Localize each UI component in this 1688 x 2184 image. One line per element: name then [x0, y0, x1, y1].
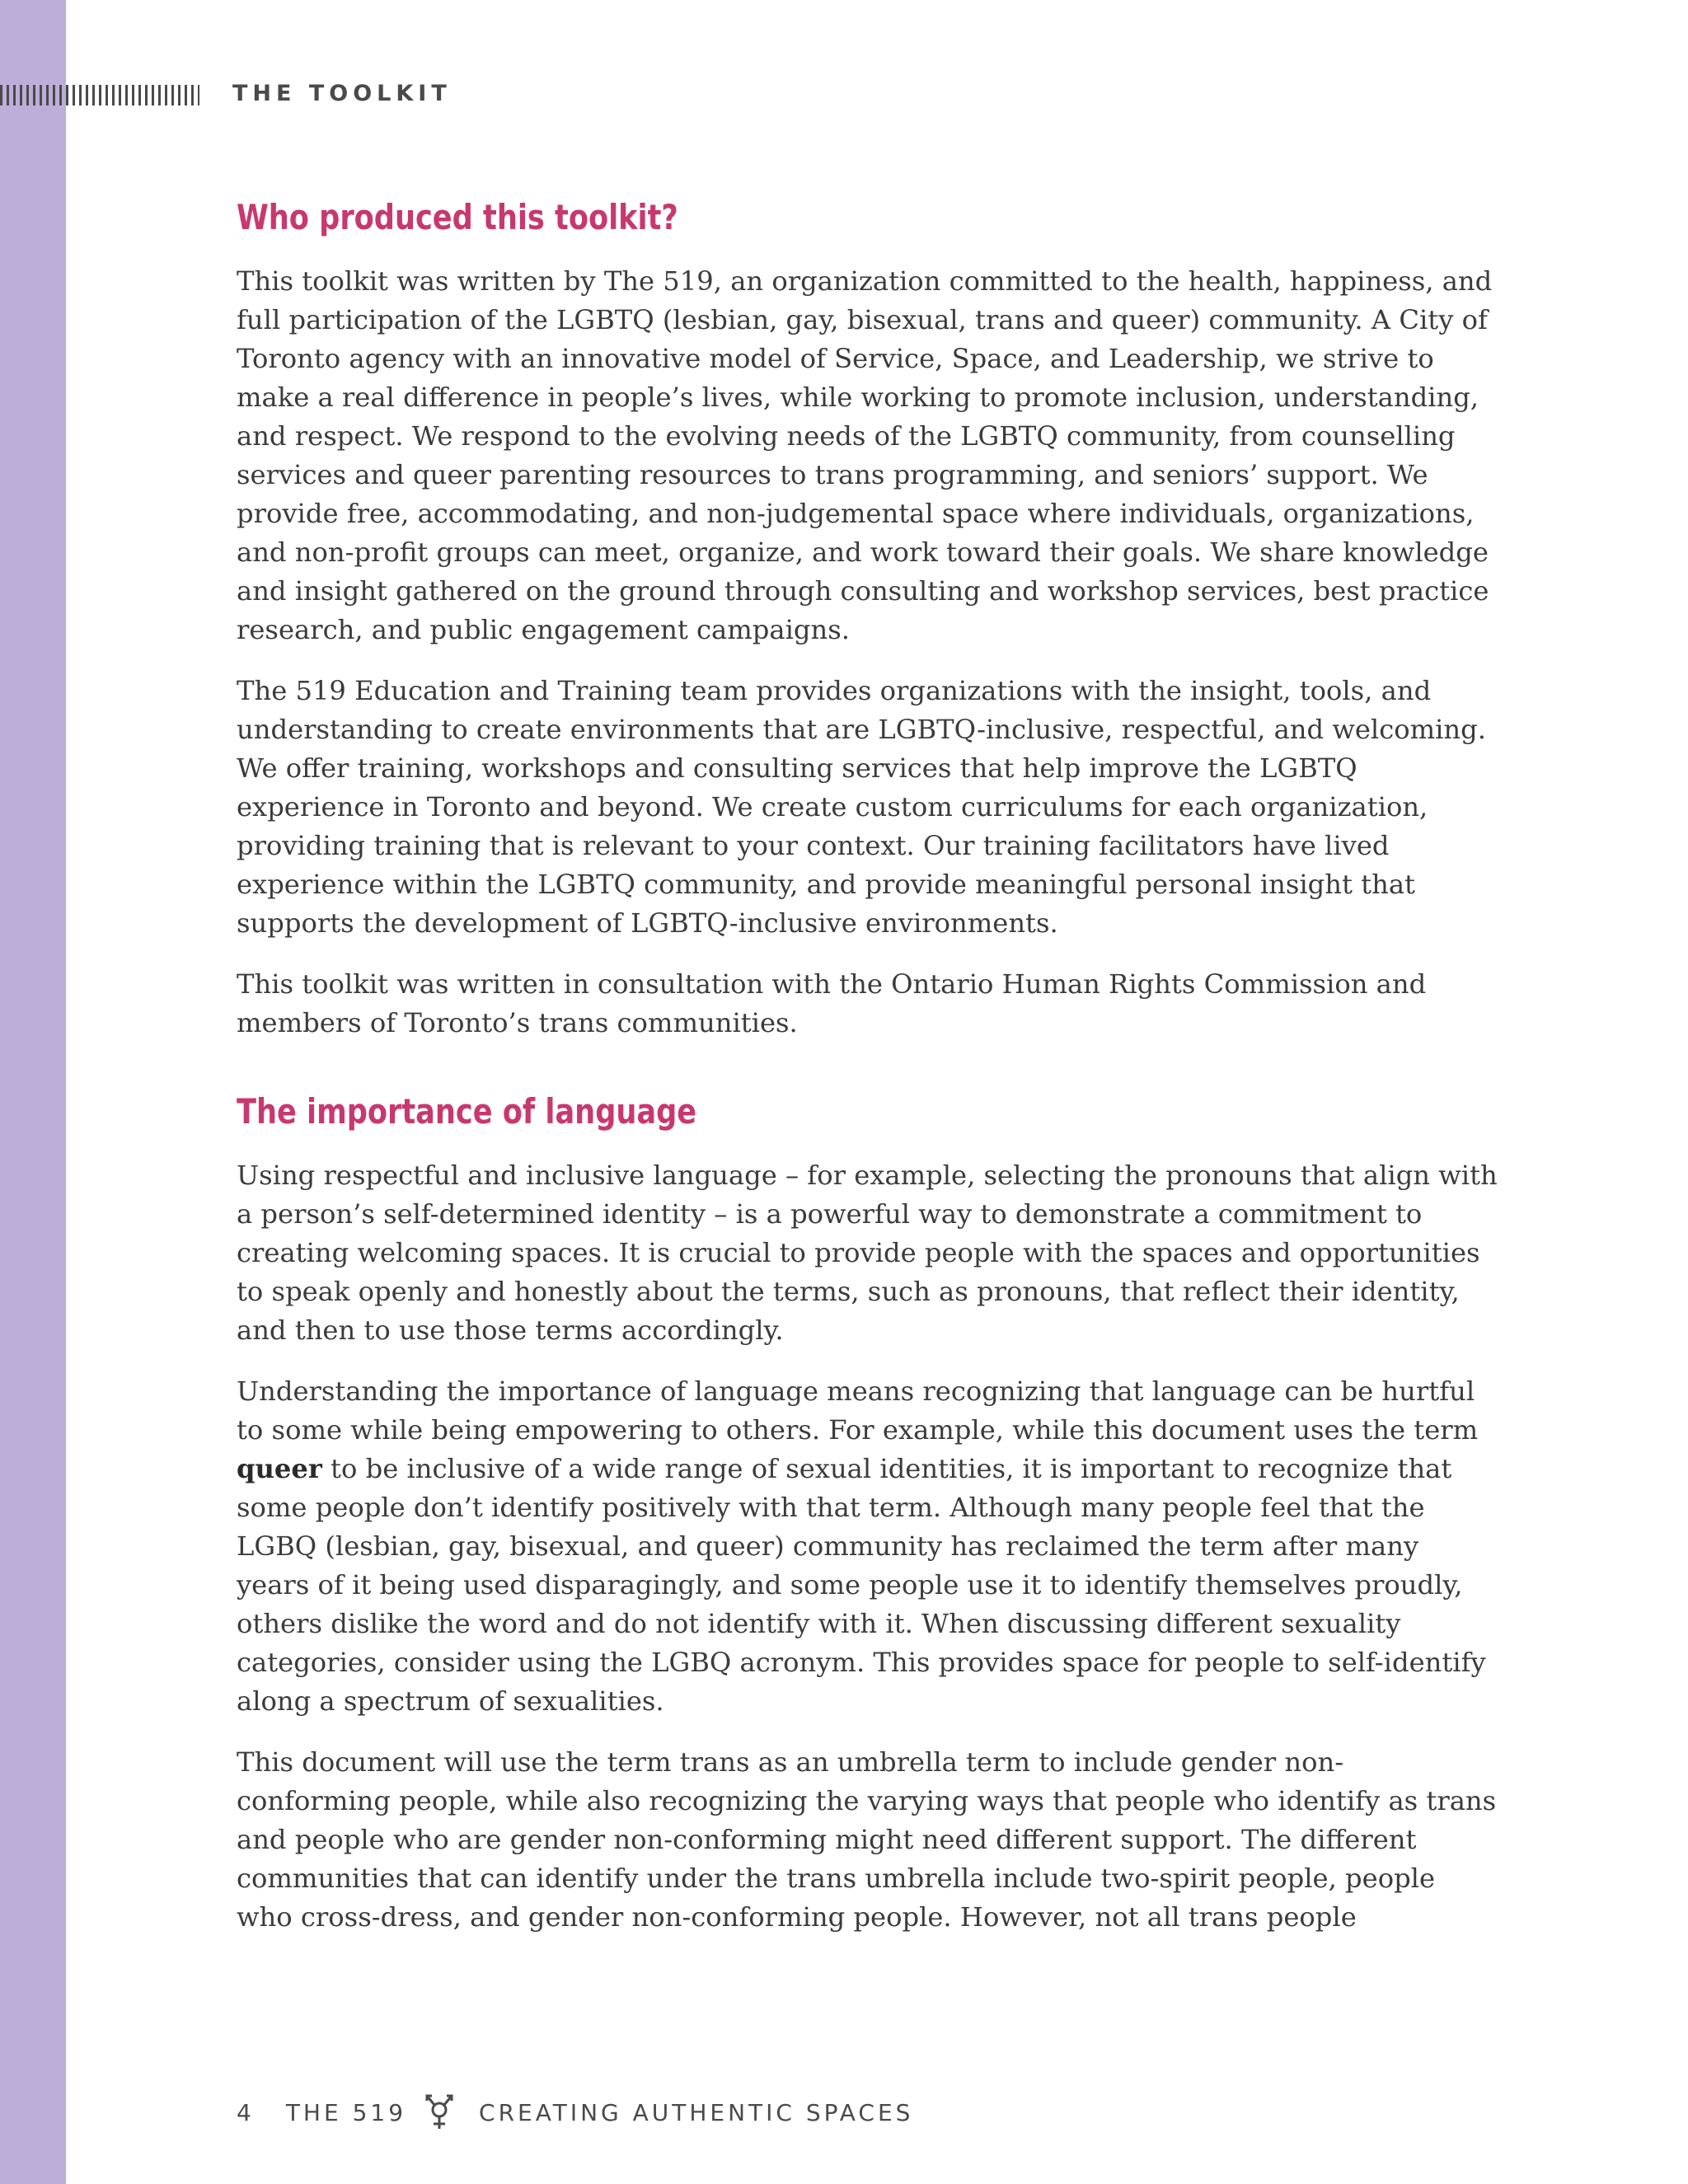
paragraph-text: Understanding the importance of language means recognizing that language can be hurtful to some while being empowering to others. For example, while this document uses the term	[237, 1376, 1479, 1446]
page-number: 4	[237, 2098, 255, 2126]
footer-publication-title: CREATING AUTHENTIC SPACES	[479, 2098, 914, 2126]
paragraph-with-bold-term	[237, 1372, 1498, 1721]
section-importance-of-language	[237, 1085, 1498, 1937]
transgender-symbol-icon	[423, 2092, 456, 2133]
page-footer	[237, 2092, 913, 2133]
paragraph: This toolkit was written by The 519, an organization committed to the health, happiness, and full participation of the LGBTQ (lesbian, gay, bisexual, trans and queer) community. A City of Toronto agency with an innovative model of Service, Space, and Leadership, we strive to make a real difference in people’s lives, while working to promote inclusion, understanding, and respect. We respond to the evolving needs of the LGBTQ community, from counselling services and queer parenting resources to trans programming, and seniors’ support. We provide free, accommodating, and non-judgemental space where individuals, organizations, and non-profit groups can meet, organize, and work toward their goals. We share knowledge and insight gathered on the ground through consulting and workshop services, best practice research, and public engagement campaigns.	[237, 265, 1493, 645]
page-content	[237, 191, 1498, 1959]
paragraph: Using respectful and inclusive language – for example, selecting the pronouns that align with a person’s self-determined identity – is a powerful way to demonstrate a commitment to creating welcoming spaces. It is crucial to provide people with the spaces and opportunities to speak openly and honestly about the terms, such as pronouns, that reflect their identity, and then to use those terms accordingly.	[237, 1160, 1498, 1346]
paragraph: This toolkit was written in consultation with the Ontario Human Rights Commission and members of Toronto’s trans communities.	[237, 968, 1427, 1038]
paragraph: This document will use the term trans as an umbrella term to include gender non-conforming people, while also recognizing the varying ways that people who identify as trans and people who are gender non-conforming might need different support. The different communities that can identify under the trans umbrella include two-spirit people, people who cross-dress, and gender non-conforming people. However, not all trans people	[237, 1746, 1497, 1933]
running-header: THE TOOLKIT	[232, 81, 452, 106]
tick-marks-decoration	[0, 85, 199, 105]
section-heading: Who produced this toolkit?	[237, 197, 678, 237]
side-color-bar	[0, 0, 66, 2184]
bold-term: queer	[237, 1453, 322, 1484]
footer-org-name: THE 519	[285, 2098, 407, 2126]
section-who-produced	[237, 191, 1498, 1043]
paragraph-text: to be inclusive of a wide range of sexual identities, it is important to recognize that some people don’t identify positively with that term. Although many people feel that the LGBQ (lesbian, gay, bisexual, and queer) community has reclaimed the term after many years of it being used disparagingly, and some people use it to identify themselves proudly, others dislike the word and do not identify with it. When discussing different sexuality categories, consider using the LGBQ acronym. This provides space for people to self-identify along a spectrum of sexualities.	[237, 1453, 1486, 1717]
section-heading: The importance of language	[237, 1091, 697, 1132]
paragraph: The 519 Education and Training team provides organizations with the insight, tools, and understanding to create environments that are LGBTQ-inclusive, respectful, and welcoming. We offer training, workshops and consulting services that help improve the LGBTQ experience in Toronto and beyond. We create custom curriculums for each organization, providing training that is relevant to your context. Our training facilitators have lived experience within the LGBTQ community, and provide meaningful personal insight that supports the development of LGBTQ-inclusive environments.	[237, 675, 1487, 939]
